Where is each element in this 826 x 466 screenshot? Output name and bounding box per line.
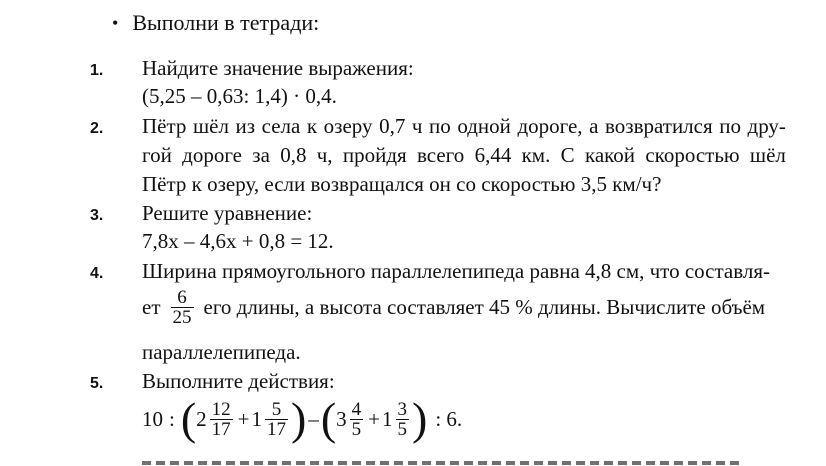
expr-dividend: 10 xyxy=(142,406,163,431)
fraction-denominator: 17 xyxy=(267,418,287,440)
word: гой xyxy=(142,143,172,167)
word: ч, xyxy=(316,143,333,167)
word: села xyxy=(261,114,301,138)
word: а xyxy=(589,114,599,138)
mixed-2-whole: 1 xyxy=(251,406,263,431)
expr-tail: : 6. xyxy=(435,406,463,431)
fraction-numerator: 5 xyxy=(271,398,282,420)
word: ч xyxy=(411,114,423,138)
word: к xyxy=(306,114,318,138)
word: 0,7 xyxy=(379,114,406,138)
word: одной xyxy=(457,114,511,138)
word: 0,8 xyxy=(280,143,307,167)
task-4-line-2-start: ет xyxy=(142,295,161,319)
plus-sign: + xyxy=(368,406,381,431)
word: по xyxy=(429,114,451,138)
fraction-denominator: 17 xyxy=(211,418,231,440)
word: какой xyxy=(584,143,636,167)
word: за xyxy=(252,143,270,167)
left-paren: ( xyxy=(320,393,337,444)
word: по xyxy=(719,114,741,138)
word: шёл xyxy=(749,143,786,167)
task-5-number: 5. xyxy=(90,375,104,392)
task-3-equation: 7,8x – 4,6x + 0,8 = 12. xyxy=(142,229,334,253)
task-2-number: 2. xyxy=(90,120,104,137)
cropped-next-line xyxy=(142,456,742,466)
left-paren: ( xyxy=(180,393,197,444)
fraction-numerator: 6 xyxy=(177,287,187,308)
task-2-line-1 xyxy=(142,114,786,139)
task-2-line-3: Пётр к озеру, если возвращался он со скоростью 3,5 км/ч? xyxy=(142,172,662,196)
task-5-expression xyxy=(142,393,464,444)
word: пройдя xyxy=(342,143,407,167)
word: скоростью xyxy=(645,143,740,167)
word: шёл xyxy=(192,114,229,138)
word: 6,44 xyxy=(474,143,512,167)
right-paren: ) xyxy=(291,393,307,444)
task-3-number: 3. xyxy=(90,207,104,224)
task-3-line-1: Решите уравнение: xyxy=(142,201,313,225)
task-4-number: 4. xyxy=(90,265,104,282)
task-1-line-1: Найдите значение выражения: xyxy=(142,56,414,80)
task-4-line-2-rest: его длины, а высота составляет 45 % длины. Вычислите объём xyxy=(203,295,766,319)
mixed-3-fraction xyxy=(350,400,364,439)
word: дру- xyxy=(747,114,786,138)
header-title: Выполни в тетради: xyxy=(132,10,320,35)
fraction-denominator: 25 xyxy=(172,307,192,328)
worksheet-header xyxy=(112,10,319,36)
mixed-1-whole: 2 xyxy=(196,406,207,431)
fraction-denominator: 5 xyxy=(397,418,408,440)
task-2-line-2 xyxy=(142,143,786,168)
minus-sign: – xyxy=(308,406,319,431)
mixed-1-fraction xyxy=(210,400,233,439)
task-4-line-3: параллелепипеда. xyxy=(142,340,301,364)
word: всего xyxy=(416,143,465,167)
word: озеру xyxy=(323,114,373,138)
word: из xyxy=(235,114,256,138)
mixed-4-fraction xyxy=(396,400,410,439)
fraction-numerator: 3 xyxy=(397,398,408,420)
word: возвратился xyxy=(605,114,713,138)
word: дороге, xyxy=(517,114,583,138)
task-5-line-1: Выполните действия: xyxy=(142,369,335,393)
word: Пётр xyxy=(142,114,187,138)
task-4-line-2 xyxy=(142,288,765,327)
expr-colon: : xyxy=(169,406,175,431)
fraction-denominator: 5 xyxy=(351,418,362,440)
word: дороге xyxy=(182,143,242,167)
bullet-marker: • xyxy=(112,12,119,33)
fraction-numerator: 12 xyxy=(211,398,231,420)
fraction-6-25 xyxy=(171,288,194,327)
task-1-expression: (5,25 – 0,63: 1,4) · 0,4. xyxy=(142,84,337,108)
mixed-3-whole: 3 xyxy=(336,406,347,431)
plus-sign: + xyxy=(237,406,250,431)
task-4-line-1: Ширина прямоугольного параллелепипеда равна 4,8 см, что составля- xyxy=(142,259,771,283)
mixed-4-whole: 1 xyxy=(382,406,393,431)
word: км. xyxy=(521,143,551,167)
task-1-number: 1. xyxy=(90,62,104,79)
fraction-numerator: 4 xyxy=(351,398,362,420)
mixed-2-fraction xyxy=(265,400,288,439)
word: С xyxy=(560,143,575,167)
right-paren: ) xyxy=(412,393,428,444)
